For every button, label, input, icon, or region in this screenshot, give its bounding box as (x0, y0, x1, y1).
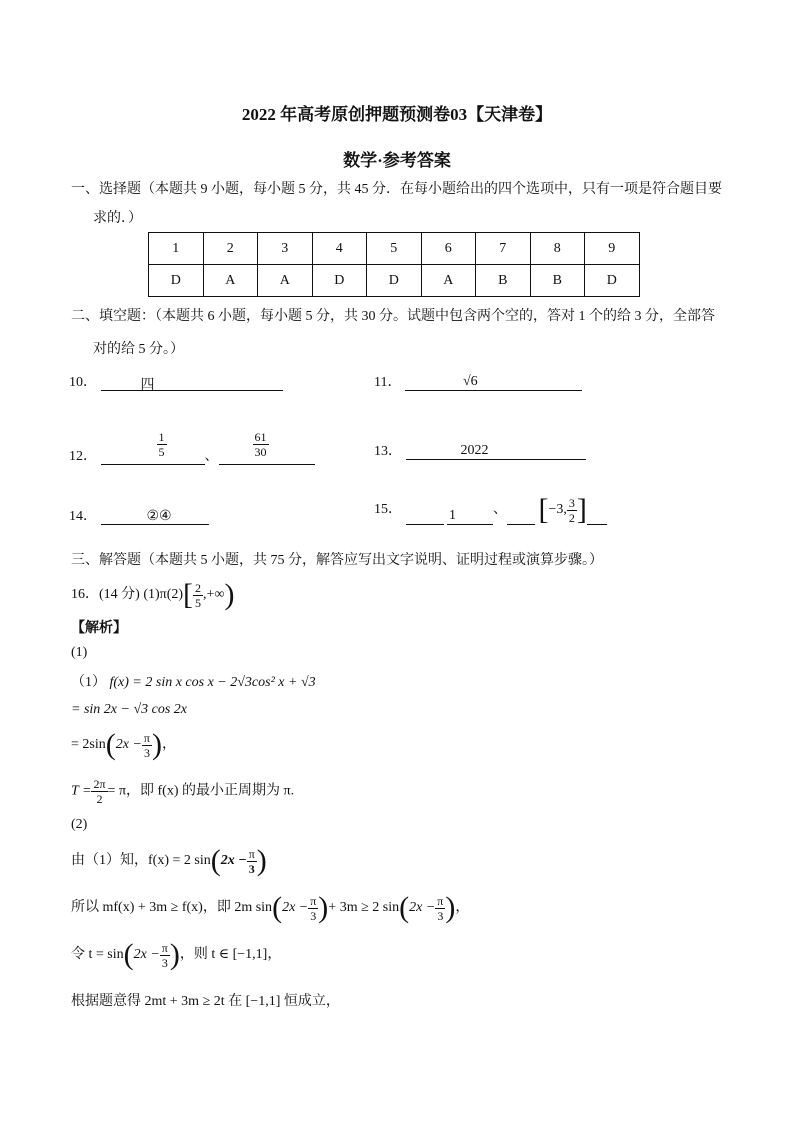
numerator: π (437, 893, 444, 908)
paren-right: ) (256, 844, 267, 877)
denominator: 5 (158, 445, 165, 459)
fraction (193, 581, 203, 610)
table-cell: 5 (367, 233, 422, 265)
page-subtitle: 数学·参考答案 (343, 151, 451, 170)
fraction (91, 777, 107, 806)
part1-label: (1) (71, 645, 88, 660)
table-row-answers (149, 265, 640, 297)
paren-left: ( (210, 844, 221, 877)
denominator: 5 (195, 595, 202, 610)
paren-right: ) (318, 891, 329, 924)
table-cell: 4 (312, 233, 367, 265)
section2-heading: 二、填空题：（本题共 6 小题，每小题 5 分，共 30 分。试题中包含两个空的，答对 1 个的给 3 分，全部答 (71, 309, 715, 324)
line-2 (71, 702, 187, 718)
line-4 (71, 777, 294, 806)
fraction (247, 847, 257, 876)
answer-table (148, 232, 640, 297)
numerator: 2π (93, 777, 106, 791)
question-number: 11． (374, 375, 402, 390)
numerator: 61 (254, 430, 267, 444)
formula-inner: 2x − (282, 900, 309, 916)
answer-blank (101, 508, 209, 525)
question-number: 10． (69, 375, 97, 390)
fraction (157, 430, 167, 459)
question-number: 13． (374, 444, 402, 459)
answer-blank-b (219, 430, 315, 465)
question-number: 15． (374, 502, 402, 518)
formula-inner: 2x − (133, 947, 160, 963)
formula-inner: 2x − (115, 737, 142, 753)
paren-right: ) (169, 938, 180, 971)
answer-text: 2022 (460, 443, 489, 458)
formula-pre: T = (71, 783, 92, 799)
section3-heading: 三、解答题（本题共 5 小题，共 75 分，解答应写出文字说明、证明过程或演算步骤。） (71, 553, 603, 568)
formula-post: ，则 t ∈ [−1,1]， (179, 947, 282, 963)
table-cell: A (421, 265, 476, 297)
line-1 (71, 671, 316, 691)
fraction (253, 430, 269, 459)
denominator: 2 (96, 792, 103, 806)
numerator: π (161, 940, 168, 955)
fill-q10 (69, 371, 283, 391)
formula-post: = π，即 f(x) 的最小正周期为 π. (107, 783, 295, 799)
paren-left: ( (123, 938, 134, 971)
line-3: = 2sin(2x − $\frac{\pi}{3}$ )， (71, 728, 176, 761)
q16-heading (71, 580, 234, 610)
answer-blank (101, 374, 283, 391)
fraction (160, 941, 170, 970)
table-cell: 9 (585, 233, 640, 265)
table-cell: D (367, 265, 422, 297)
formula-post: ， (455, 900, 470, 916)
answer-text: 四 (140, 378, 155, 393)
line-5 (71, 846, 267, 876)
section1-heading-cont: 求的．） (93, 211, 142, 226)
question-number: 14． (69, 509, 97, 524)
denominator: 3 (161, 955, 168, 970)
analysis-label: 【解析】 (71, 621, 127, 636)
formula: = sin 2x − √3 cos 2x (71, 702, 188, 717)
answer-text: 1 (449, 508, 456, 523)
numerator: 3 (568, 495, 575, 510)
numerator: π (310, 893, 317, 908)
interval-tail: ,+∞ (203, 587, 225, 603)
fill-q13 (374, 440, 586, 460)
numerator: π (143, 730, 150, 745)
paren-right: ) (445, 891, 456, 924)
answer-blank-a2 (447, 508, 493, 525)
paren-right: ) (151, 728, 162, 761)
answer-blank-b1 (507, 508, 535, 525)
answer-blank-a (101, 430, 205, 465)
fill-q11 (374, 371, 582, 391)
table-cell: 6 (421, 233, 476, 265)
question-number: 12． (69, 449, 97, 464)
line-7 (71, 940, 281, 970)
formula-pre: 所以 mf(x) + 3m ≥ f(x)，即 2m sin (71, 900, 273, 916)
fraction (435, 894, 445, 923)
answer-blank-a1 (406, 508, 444, 525)
formula-pre: 令 t = sin (71, 947, 124, 963)
formula-inner: 2x − (220, 853, 247, 869)
table-cell: B (530, 265, 585, 297)
table-cell: 8 (530, 233, 585, 265)
table-cell: A (203, 265, 258, 297)
denominator: 3 (143, 745, 150, 760)
part2-label: (2) (71, 817, 88, 832)
bracket-left: [ (183, 578, 194, 611)
table-cell: 3 (258, 233, 313, 265)
formula-mid: + 3m ≥ 2 sin (328, 900, 400, 916)
answer-blank (406, 443, 586, 460)
paren-right: ) (224, 578, 235, 611)
bracket-right: ] (576, 493, 587, 526)
denominator: 3 (248, 861, 255, 876)
step-prefix: （1） (71, 675, 106, 690)
bracket-left: [ (538, 493, 549, 526)
table-cell: A (258, 265, 313, 297)
table-cell: 7 (476, 233, 531, 265)
page-title: 2022 年高考原创押题预测卷03【天津卷】 (241, 105, 553, 124)
table-cell: D (149, 265, 204, 297)
formula-pre: 由（1）知，f(x) = 2 sin (71, 853, 211, 869)
paren-left: ( (105, 728, 116, 761)
paren-left: ( (272, 891, 283, 924)
fraction (142, 731, 152, 760)
fill-q12 (69, 430, 315, 465)
denominator: 3 (437, 908, 444, 923)
answer-text: √6 (462, 374, 478, 389)
q16-text: 16．(14 分) (1)π(2) (71, 587, 184, 603)
line-8: 根据题意得 2mt + 3m ≥ 2t 在 [−1,1] 恒成立， (71, 994, 340, 1009)
fill-q14 (69, 505, 209, 525)
table-cell: B (476, 265, 531, 297)
table-cell: 2 (203, 233, 258, 265)
numerator: 1 (158, 430, 165, 444)
separator: 、 (493, 502, 507, 518)
fill-q15 (374, 495, 607, 525)
table-cell: 1 (149, 233, 204, 265)
denominator: 3 (310, 908, 317, 923)
formula: f(x) = 2 sin x cos x − 2√3cos² x + √3 (109, 675, 316, 690)
numerator: π (248, 846, 255, 861)
fraction (308, 894, 318, 923)
denominator: 2 (568, 510, 575, 525)
table-cell: D (585, 265, 640, 297)
fraction (567, 496, 577, 525)
paren-left: ( (399, 891, 410, 924)
formula-inner: 2x − (409, 900, 436, 916)
answer-text: ②④ (146, 509, 172, 524)
formula-pre: = 2sin (71, 737, 106, 753)
table-row-questions (149, 233, 640, 265)
section2-heading-cont: 对的给 5 分。） (93, 342, 184, 357)
denominator: 30 (254, 445, 267, 459)
answer-blank-b2 (587, 508, 607, 525)
line-6 (71, 893, 469, 923)
table-cell: D (312, 265, 367, 297)
section1-heading: 一、选择题（本题共 9 小题，每小题 5 分，共 45 分．在每小题给出的四个选项中，只有一项是符合题目要 (71, 182, 722, 197)
numerator: 2 (195, 580, 202, 595)
interval-prefix: −3, (548, 502, 567, 518)
answer-blank (405, 374, 582, 391)
separator: 、 (204, 449, 219, 464)
